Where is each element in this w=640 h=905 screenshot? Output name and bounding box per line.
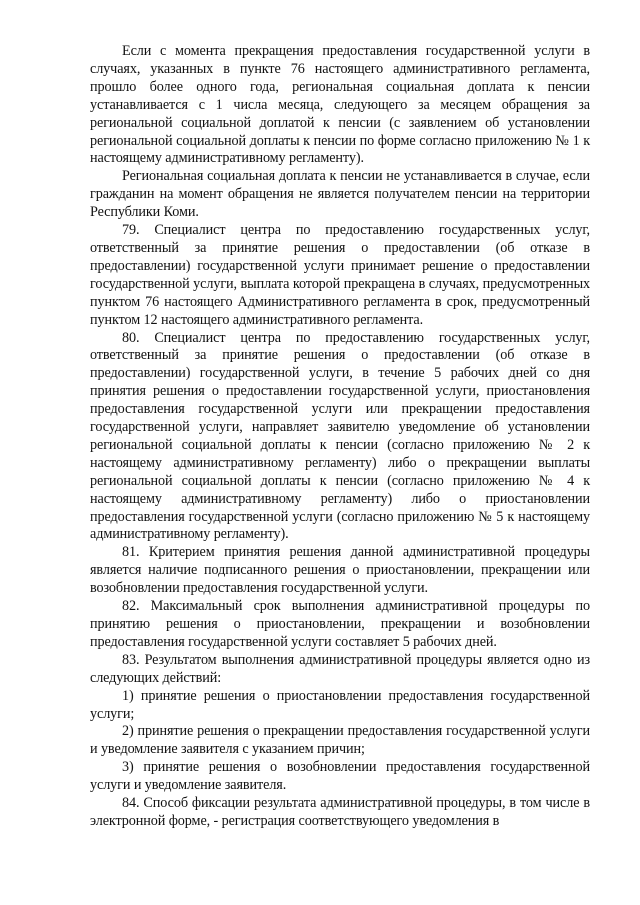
paragraph-80: 80. Специалист центра по предоставлению государственных услуг, ответственный за принятие решения о предоставлении (об отказе в предоставлении) государственной услуги, в течение 5 рабочих дней со дня принятия решения о предоставлении государственной услуги, приостановления предоставления государственной услуги или прекращении предоставления государственной услуги, направляет заявителю уведомление об установлении региональной социальной доплаты к пенсии (согласно приложению № 2 к настоящему административному регламенту) либо о прекращении выплаты региональной социальной доплаты к пенсии (согласно приложению № 4 к настоящему административному регламенту) либо о приостановлении предоставления государственной услуги (согласно приложению № 5 к настоящему административному регламенту). xyxy=(90,329,590,543)
paragraph-82: 82. Максимальный срок выполнения административной процедуры по принятию решения о приостановлении, прекращении и возобновлении предоставления государственной услуги составляет 5 рабочих дней. xyxy=(90,598,590,650)
paragraph-resumption-over-year: Если с момента прекращения предоставления государственной услуги в случаях, указанных в пункте 76 настоящего административного регламента, прошло более одного года, региональная социальная доплата к пенсии устанавливается с 1 числа месяца, следующего за месяцем обращения за региональной социальной доплатой к пенсии (с заявлением об установлении региональной социальной доплаты к пенсии по форме согласно приложению № 1 к настоящему административному регламенту). xyxy=(90,43,590,167)
paragraph-84: 84. Способ фиксации результата административной процедуры, в том числе в электронной форме, - регистрация соответствующего уведомления в xyxy=(90,795,590,829)
paragraph-not-established: Региональная социальная доплата к пенсии не устанавливается в случае, если гражданин на момент обращения не является получателем пенсии на территории Республики Коми. xyxy=(90,168,590,221)
list-item-1: 1) принятие решения о приостановлении предоставления государственной услуги; xyxy=(90,687,590,722)
list-item-2: 2) принятие решения о прекращении предоставления государственной услуги и уведомление заявителя с указанием причин; xyxy=(90,723,590,758)
paragraph-83: 83. Результатом выполнения административной процедуры является одно из следующих действий: xyxy=(90,651,590,686)
paragraph-79: 79. Специалист центра по предоставлению государственных услуг, ответственный за принятие решения о предоставлении (об отказе в предоставлении) государственной услуги принимает решение о предоставлении государственной услуги, выплата которой прекращена в случаях, предусмотренных пунктом 76 настоящего Административного регламента в срок, предусмотренный пунктом 12 настоящего административного регламента. xyxy=(90,222,590,328)
paragraph-81: 81. Критерием принятия решения данной административной процедуры является наличие подписанного решения о приостановлении, прекращении или возобновлении предоставления государственной услуги. xyxy=(90,544,590,597)
list-item-3: 3) принятие решения о возобновлении предоставления государственной услуги и уведомление заявителя. xyxy=(90,759,590,794)
